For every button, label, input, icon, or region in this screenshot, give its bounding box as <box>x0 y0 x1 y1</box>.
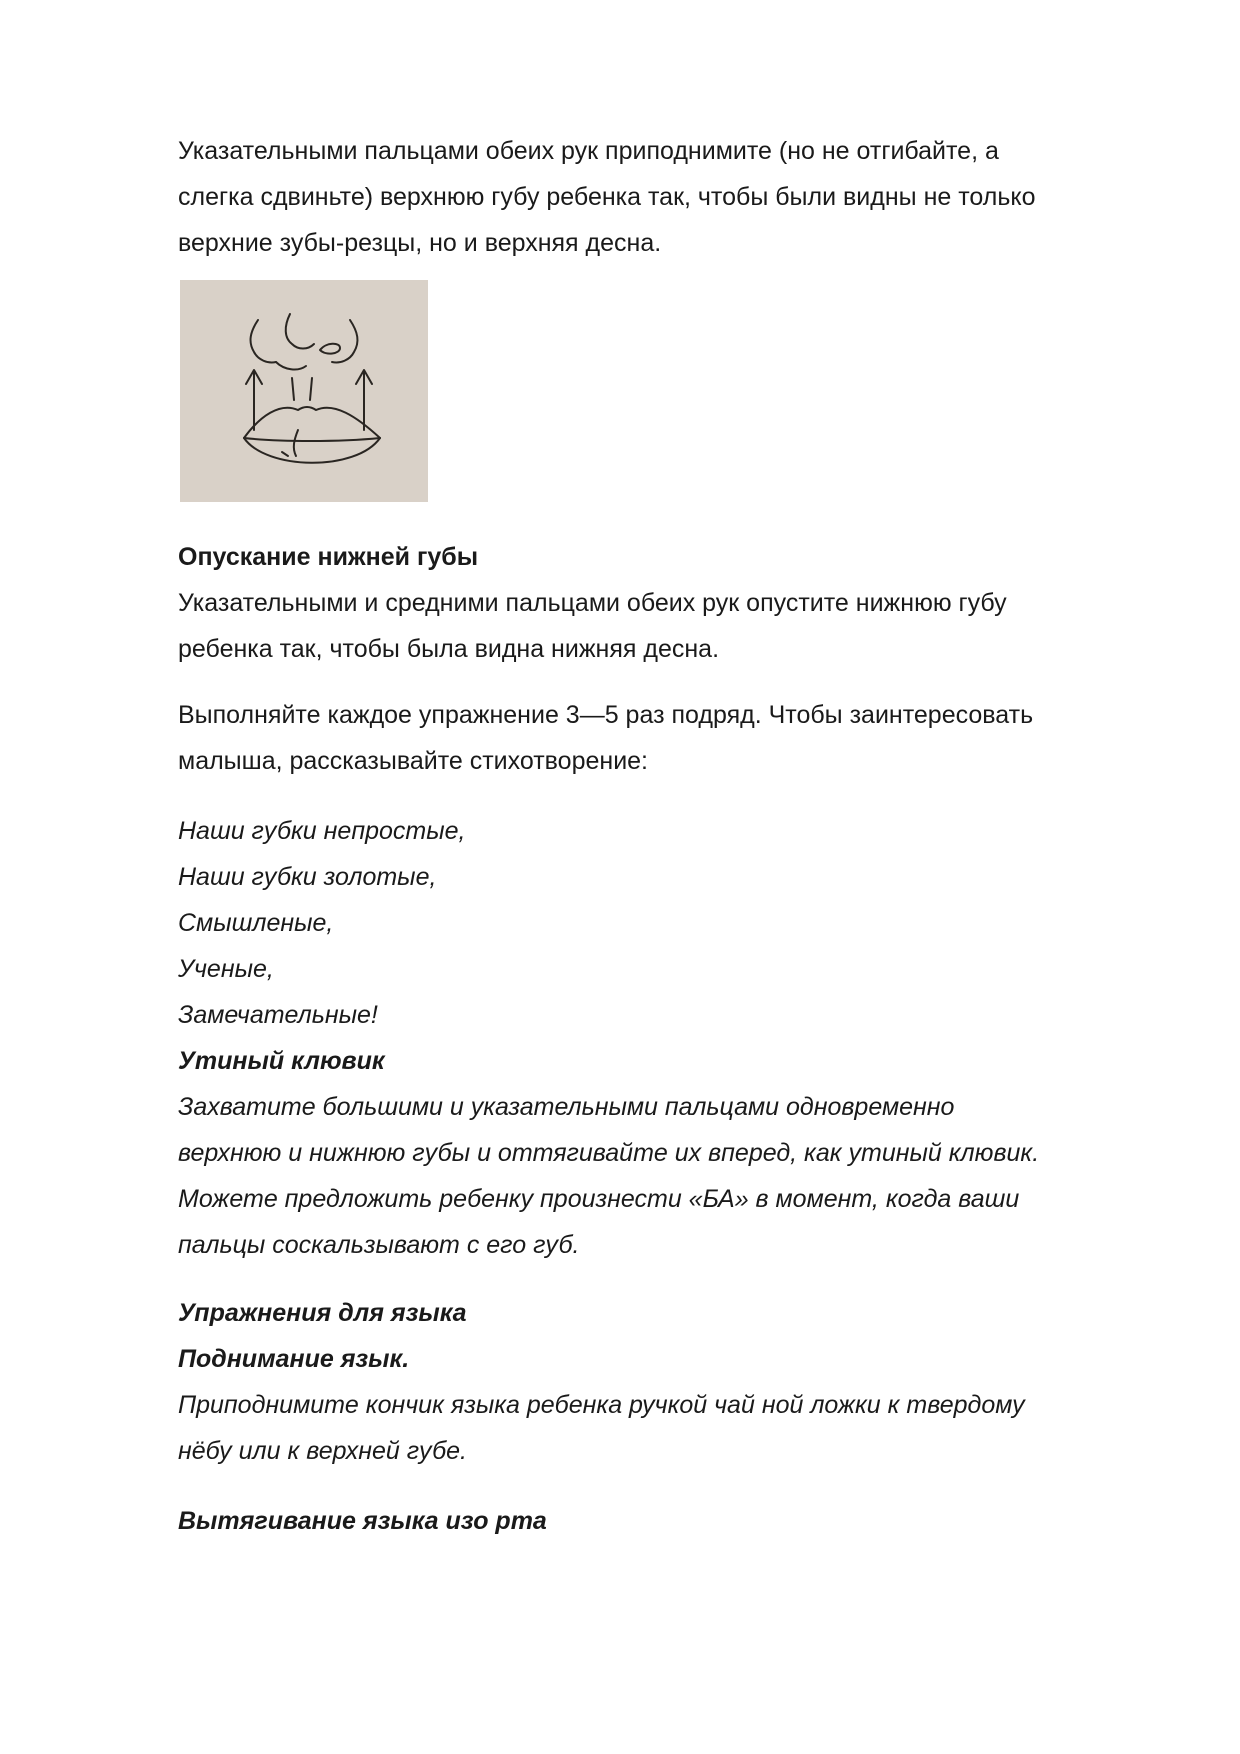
tongue-out-section <box>178 1498 1168 1544</box>
intro-paragraph <box>178 128 1168 266</box>
lips-arrows-icon <box>180 280 428 502</box>
lower-lip-line: Указательными и средними пальцами обеих рук опустите нижнюю губу <box>178 589 1007 617</box>
lower-lip-heading: Опускание нижней губы <box>178 543 479 571</box>
intro-line: верхние зубы-резцы, но и верхняя десна. <box>178 229 662 257</box>
duck-beak-line: пальцы соскальзывают с его губ. <box>178 1231 580 1259</box>
tongue-raise-line: нёбу или к верхней губе. <box>178 1437 468 1465</box>
poem-line: Замечательные! <box>178 1001 378 1029</box>
tongue-section <box>178 1290 1168 1474</box>
duck-beak-line: Захватите большими и указательными пальцами одновременно <box>178 1093 955 1121</box>
repeat-note-line: Выполняйте каждое упражнение 3—5 раз подряд. Чтобы заинтересовать <box>178 701 1034 729</box>
tongue-out-heading: Вытягивание языка изо рта <box>178 1507 547 1535</box>
tongue-raise-line: Приподнимите кончик языка ребенка ручкой чай ной ложки к твердому <box>178 1391 1025 1419</box>
duck-beak-line: верхнюю и нижнюю губы и оттягивайте их вперед, как утиный клювик. <box>178 1139 1040 1167</box>
lower-lip-section <box>178 534 1168 672</box>
poem-line: Наши губки золотые, <box>178 863 437 891</box>
repeat-note-line: малыша, рассказывайте стихотворение: <box>178 747 649 775</box>
duck-beak-heading: Утиный клювик <box>178 1047 385 1075</box>
tongue-raise-heading: Поднимание язык. <box>178 1345 410 1373</box>
poem-line: Наши губки непростые, <box>178 817 466 845</box>
lips-arrows-illustration <box>180 280 428 502</box>
poem <box>178 808 1168 1268</box>
duck-beak-line: Можете предложить ребенку произнести «БА» в момент, когда ваши <box>178 1185 1020 1213</box>
intro-line: слегка сдвиньте) верхнюю губу ребенка так, чтобы были видны не только <box>178 183 1036 211</box>
poem-line: Ученые, <box>178 955 274 983</box>
tongue-section-heading: Упражнения для языка <box>178 1299 467 1327</box>
repeat-note <box>178 692 1168 784</box>
intro-line: Указательными пальцами обеих рук приподнимите (но не отгибайте, а <box>178 137 999 165</box>
poem-line: Смышленые, <box>178 909 334 937</box>
lower-lip-line: ребенка так, чтобы была видна нижняя десна. <box>178 635 720 663</box>
